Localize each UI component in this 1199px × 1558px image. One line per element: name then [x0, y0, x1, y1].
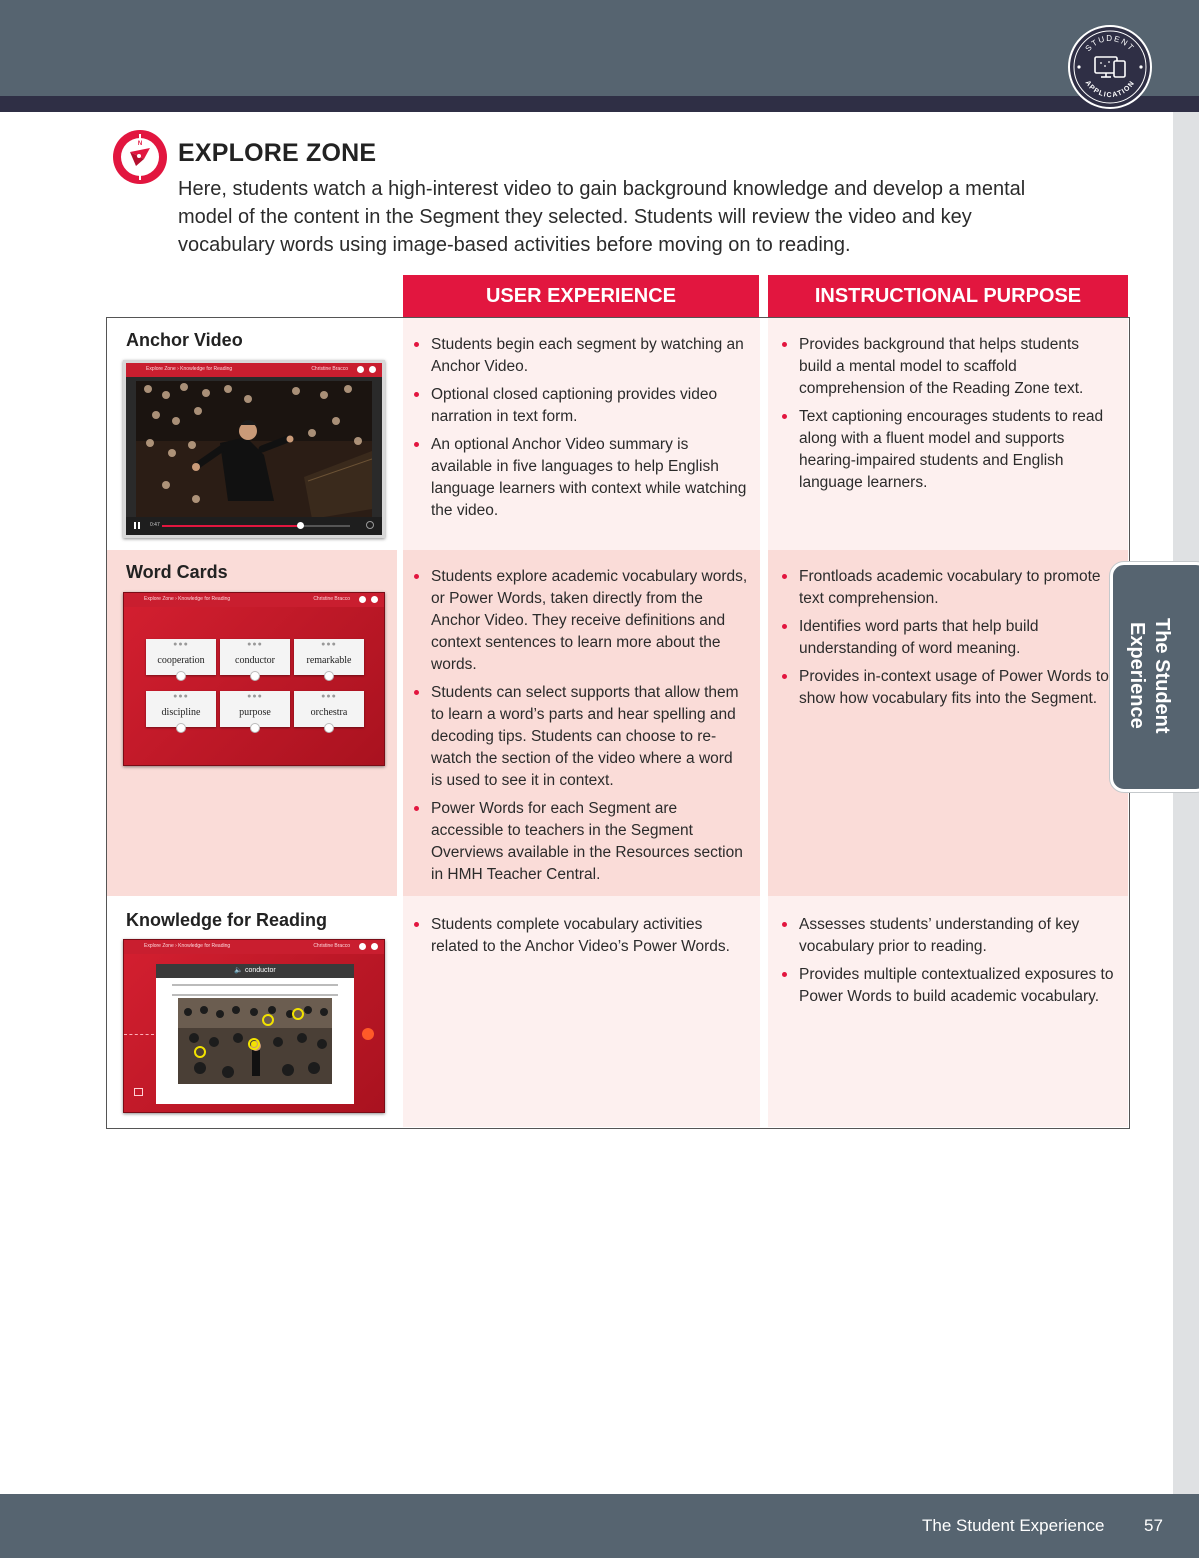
- video-icon[interactable]: [134, 1088, 143, 1096]
- activity-prompt: [172, 984, 338, 996]
- anchor-video-screenshot: [123, 360, 385, 538]
- activity-word-header: 🔈 conductor: [156, 964, 354, 978]
- bullet: Provides multiple contextualized exposures to Power Words to build academic vocabulary.: [782, 964, 1114, 1008]
- side-tab-line1: The Student: [1151, 618, 1173, 734]
- row-word-cards-user-experience: [403, 550, 760, 896]
- row-anchor-video-instructional-purpose: [768, 318, 1128, 550]
- badge-bottom-text: APPLICATION: [1083, 79, 1137, 100]
- zone-intro: Here, students watch a high-interest video to gain background knowledge and develop a mental model of the content in the Segment they selected. Students will review the video and key vocabulary words using image-based activities before moving on to reading.: [178, 178, 1026, 256]
- badge-top-text: STUDENT: [1083, 34, 1137, 54]
- header-bar: [0, 0, 1199, 96]
- section-side-tab-label: [1123, 618, 1175, 743]
- bullet: Power Words for each Segment are accessible to teachers in the Segment Overviews available in the Resources section in HMH Teacher Central.: [414, 798, 748, 886]
- app-top-bar: Explore Zone › Knowledge for Reading Christine Bracco: [124, 593, 384, 607]
- submit-button[interactable]: [362, 1028, 374, 1040]
- bullet: Students explore academic vocabulary words, or Power Words, taken directly from the Anchor Video. They receive definitions and context sentences to learn more about the words.: [414, 566, 748, 676]
- svg-text:APPLICATION: [1084, 80, 1137, 100]
- bullet: Frontloads academic vocabulary to promote text comprehension.: [782, 566, 1114, 610]
- svg-text:STUDENT: [1084, 34, 1137, 53]
- compass-icon: [111, 128, 169, 186]
- word-cards-screenshot: [123, 592, 385, 766]
- app-top-bar: Explore Zone › Knowledge for Reading Christine Bracco: [124, 940, 384, 954]
- bullet: Provides in-context usage of Power Words to show how vocabulary fits into the Segment.: [782, 666, 1114, 710]
- zone-title: EXPLORE ZONE: [178, 139, 377, 167]
- word-card[interactable]: ●●● remarkable: [294, 639, 364, 675]
- devices-icon: [1095, 57, 1125, 77]
- right-margin-strip: [1173, 112, 1199, 1494]
- orchestra-photo[interactable]: [178, 998, 332, 1084]
- word-card[interactable]: ●●● orchestra: [294, 691, 364, 727]
- column-header-instructional-purpose: INSTRUCTIONAL PURPOSE: [768, 275, 1128, 317]
- row-word-cards-label-cell: [107, 550, 397, 896]
- page-number: 57: [1144, 1516, 1163, 1535]
- bullet: Optional closed captioning provides video narration in text form.: [414, 384, 748, 428]
- video-controls: 0:47: [126, 517, 382, 535]
- knowledge-for-reading-screenshot: [123, 939, 385, 1113]
- row-knowledge-for-reading-label-cell: [107, 896, 397, 1127]
- side-tab-line2: Experience: [1126, 622, 1148, 729]
- bullet: An optional Anchor Video summary is available in five languages to help English language learners with context while watching the video.: [414, 434, 748, 522]
- word-card[interactable]: ●●● purpose: [220, 691, 290, 727]
- bullet: Identifies word parts that help build understanding of word meaning.: [782, 616, 1114, 660]
- row-title: Knowledge for Reading: [126, 910, 328, 930]
- row-anchor-video-user-experience: [403, 318, 760, 550]
- row-anchor-video-label-cell: [107, 318, 397, 550]
- activity-panel: [156, 964, 354, 1104]
- row-knowledge-for-reading-instructional-purpose: [768, 896, 1128, 1127]
- activity-word: conductor: [244, 967, 276, 974]
- row-title: Anchor Video: [126, 330, 243, 350]
- row-word-cards-instructional-purpose: [768, 550, 1128, 896]
- word-card[interactable]: ●●● cooperation: [146, 639, 216, 675]
- svg-text:N: N: [137, 141, 143, 147]
- header-stripe: [0, 96, 1199, 112]
- app-top-bar: Explore Zone › Knowledge for Reading Christine Bracco: [126, 363, 382, 377]
- bullet: Students complete vocabulary activities related to the Anchor Video’s Power Words.: [414, 914, 748, 958]
- word-card[interactable]: ●●● conductor: [220, 639, 290, 675]
- bullet: Students can select supports that allow them to learn a word’s parts and hear spelling and decoding tips. Students can choose to re-watch the section of the video where a word is used to see it in context.: [414, 682, 748, 792]
- bullet: Text captioning encourages students to read along with a fluent model and supports hearing-impaired students and English language learners.: [782, 406, 1114, 494]
- bullet: Students begin each segment by watching an Anchor Video.: [414, 334, 748, 378]
- word-card[interactable]: ●●● discipline: [146, 691, 216, 727]
- column-header-user-experience: USER EXPERIENCE: [403, 275, 759, 317]
- conductor-video-frame: [136, 381, 372, 519]
- explore-zone-table: [106, 317, 1130, 1129]
- progress-dash: [124, 1034, 154, 1035]
- row-title: Word Cards: [126, 562, 228, 582]
- student-application-badge: [1068, 25, 1152, 109]
- row-knowledge-for-reading-user-experience: [403, 896, 760, 1127]
- bullet: Assesses students’ understanding of key vocabulary prior to reading.: [782, 914, 1114, 958]
- footer-section-label: The Student Experience: [922, 1516, 1105, 1535]
- bullet: Provides background that helps students build a mental model to scaffold comprehension of the Reading Zone text.: [782, 334, 1114, 400]
